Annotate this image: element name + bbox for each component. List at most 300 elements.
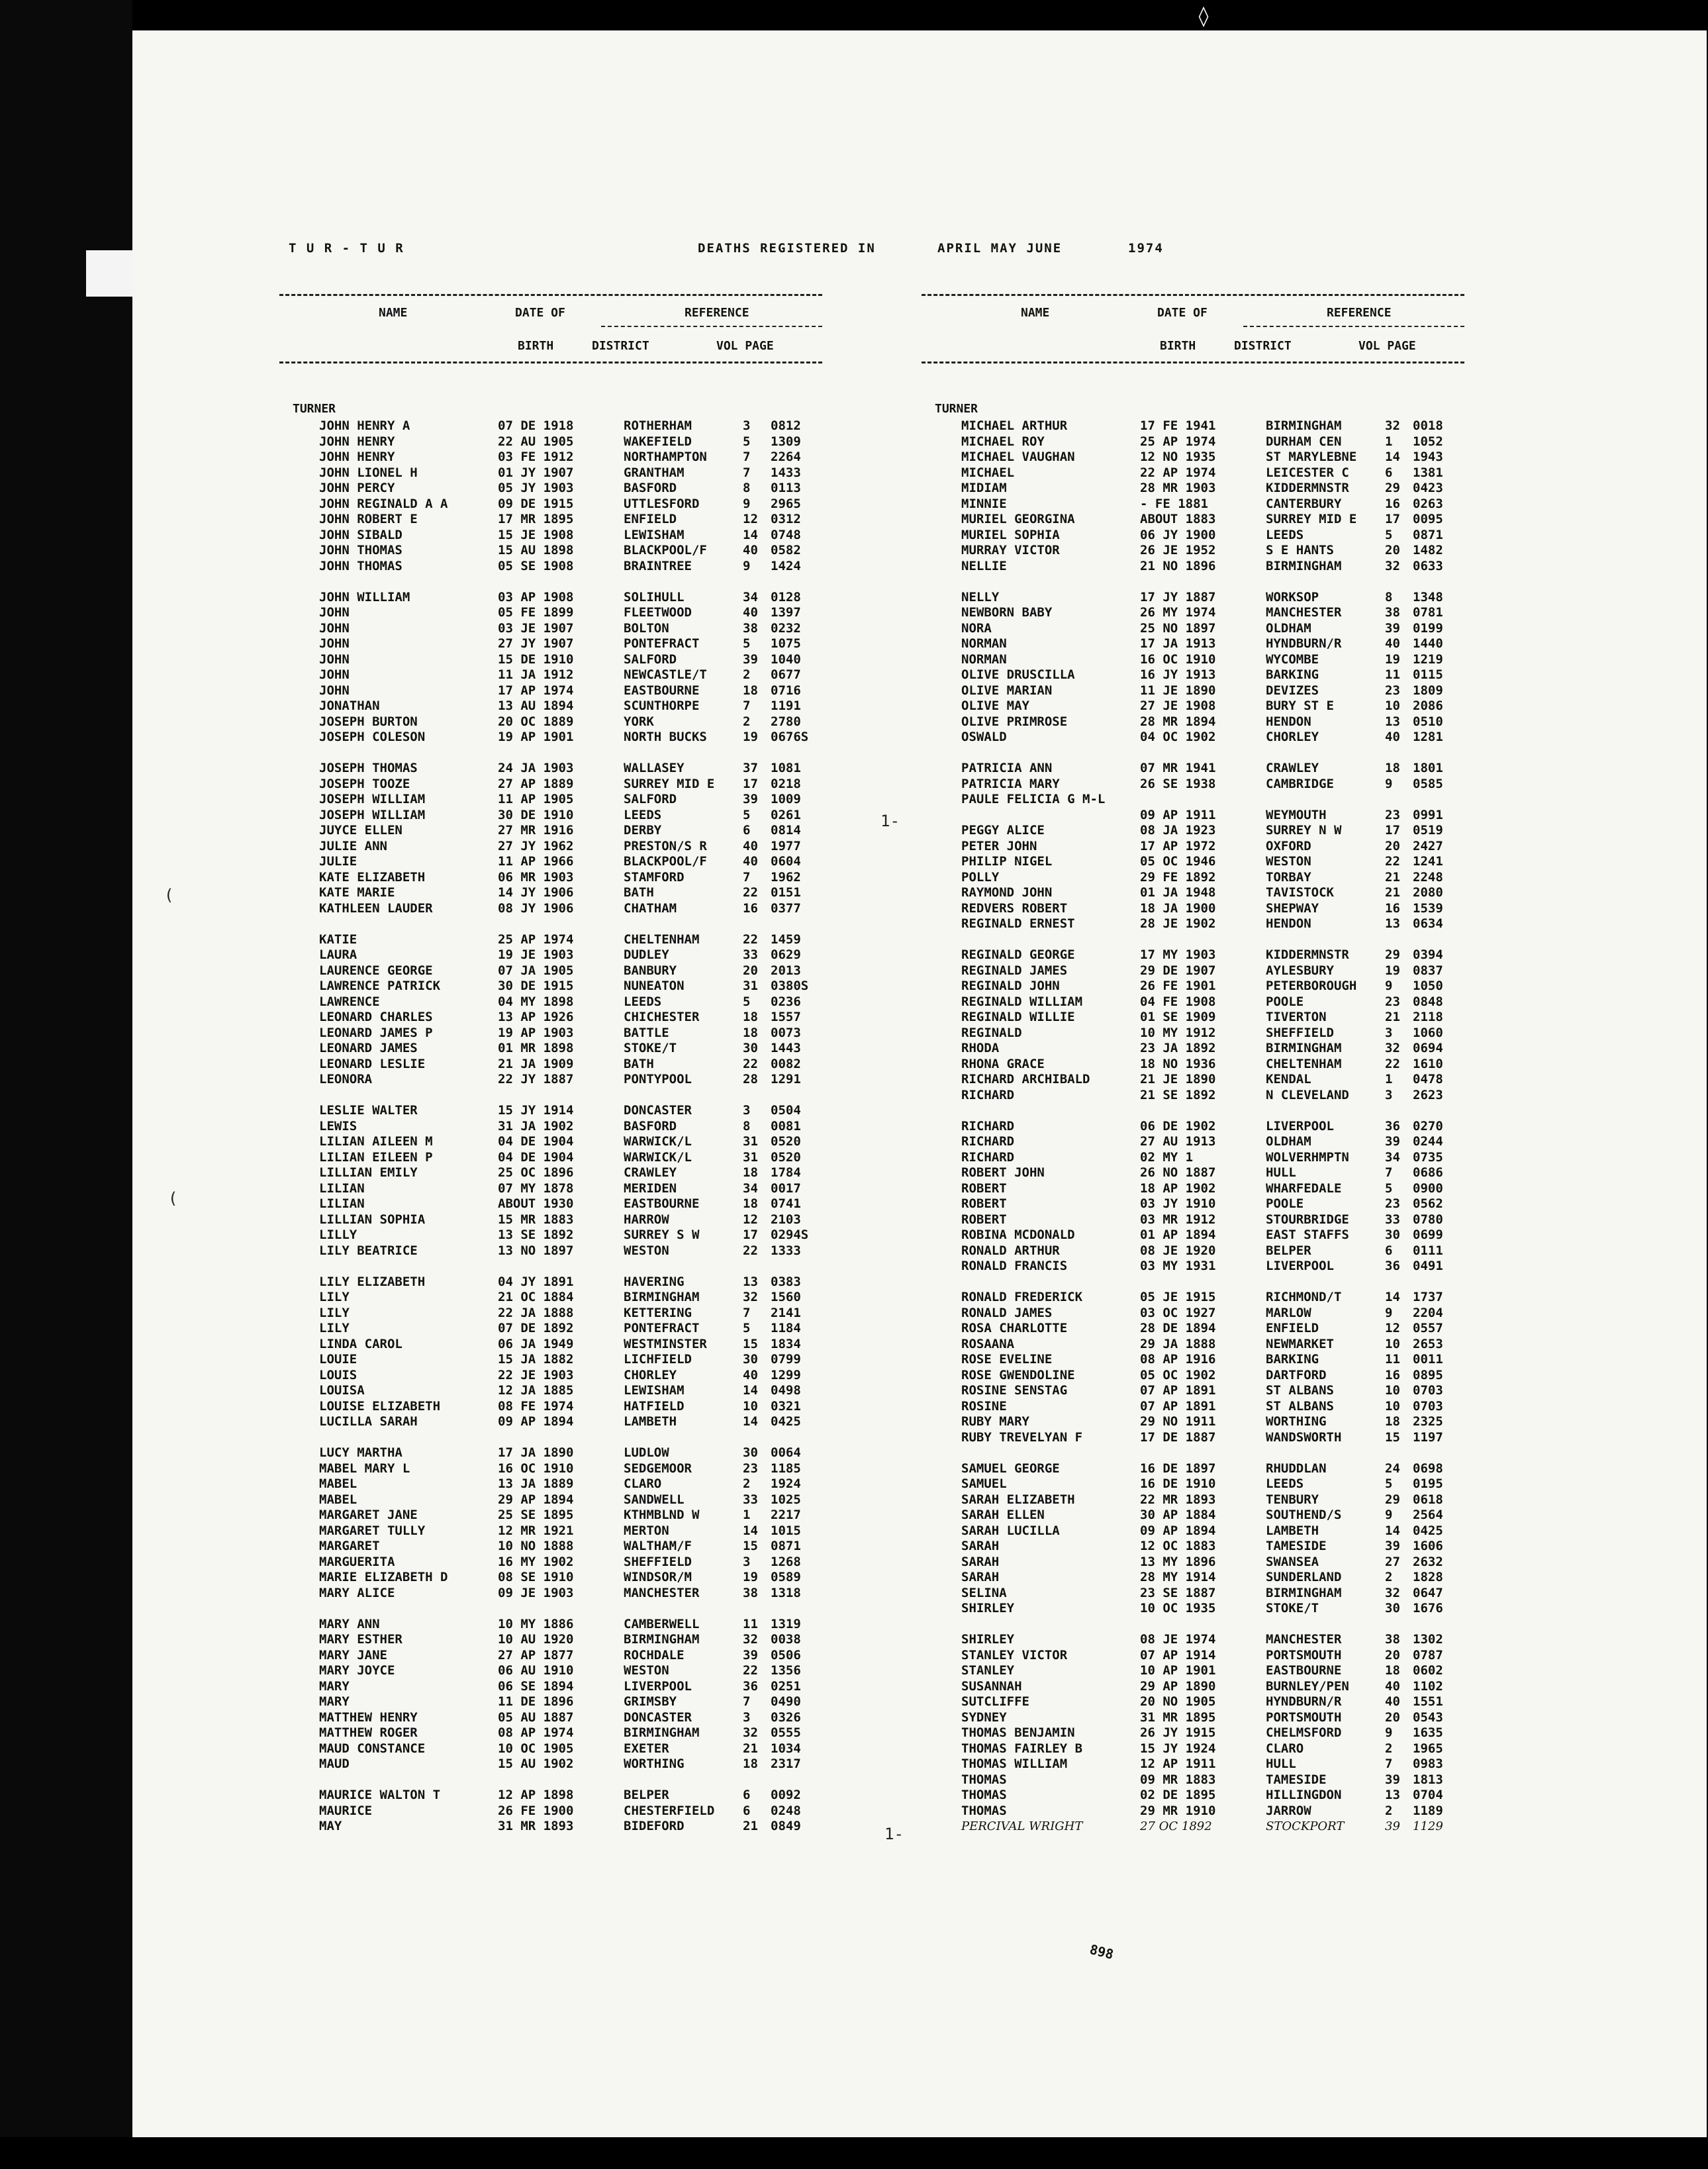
entry-page: 2317 [771, 1757, 801, 1771]
index-entry [922, 979, 1464, 994]
entry-spacer [279, 574, 822, 590]
entry-birth-date: 28 MR 1894 [1140, 714, 1216, 729]
entry-name: JOHN [319, 636, 350, 651]
entry-district: EXETER [624, 1741, 669, 1756]
entry-birth-date: 06 AU 1910 [498, 1663, 574, 1678]
entry-birth-date: 15 DE 1910 [498, 651, 574, 667]
entry-name: RICHARD [961, 1087, 1015, 1102]
entry-district: SURREY MID E [624, 776, 715, 791]
entry-page: 0018 [1413, 418, 1443, 433]
entry-name: ROSAANA [961, 1336, 1015, 1351]
index-entry [279, 1414, 822, 1430]
entry-volume: 31 [743, 979, 758, 993]
entry-name: REGINALD GEORGE [961, 947, 1075, 962]
entry-volume: 13 [1385, 714, 1400, 729]
entry-birth-date: 13 NO 1897 [498, 1243, 574, 1258]
entry-page: 0799 [771, 1352, 801, 1367]
entry-page: 0263 [1413, 496, 1443, 511]
entry-page: 0735 [1413, 1149, 1443, 1165]
entry-page: 0647 [1413, 1585, 1443, 1600]
entry-volume: 7 [743, 699, 751, 713]
entry-district: MANCHESTER [1266, 1632, 1342, 1647]
entry-page: 2965 [771, 496, 801, 511]
entry-name: MARGARET TULLY [319, 1523, 426, 1538]
index-entry [922, 636, 1464, 652]
entry-birth-date: 17 AP 1972 [1140, 838, 1216, 853]
index-entry [922, 1057, 1464, 1073]
index-entry [279, 590, 822, 606]
entry-district: SWANSEA [1266, 1554, 1319, 1569]
entry-birth-date: 01 MR 1898 [498, 1041, 574, 1055]
entry-page: 0251 [771, 1678, 801, 1694]
index-entry [922, 1150, 1464, 1166]
entry-district: BATH [624, 885, 654, 900]
entry-district: SOUTHEND/S [1266, 1508, 1342, 1522]
entry-volume: 39 [1385, 1134, 1400, 1149]
entry-district: MERIDEN [624, 1181, 677, 1196]
index-entry [922, 994, 1464, 1010]
entry-name: MARY [319, 1694, 350, 1709]
index-entry [922, 777, 1464, 793]
entry-district: MERTON [624, 1523, 669, 1538]
entry-name: OLIVE MAY [961, 699, 1029, 713]
index-entry [922, 699, 1464, 714]
index-entry [922, 1259, 1464, 1275]
entry-page: 0871 [1413, 527, 1443, 542]
entry-birth-date: 28 DE 1894 [1140, 1321, 1216, 1335]
entry-district: ENFIELD [1266, 1321, 1319, 1335]
entry-birth-date: 11 AP 1905 [498, 792, 574, 806]
entry-page: 0618 [1413, 1492, 1443, 1507]
entry-volume: 40 [743, 605, 758, 620]
entry-district: RICHMOND/T [1266, 1290, 1342, 1304]
entry-volume: 9 [1385, 1725, 1393, 1740]
entry-name: PERCIVAL WRIGHT [961, 1819, 1083, 1833]
entry-name: LEONARD LESLIE [319, 1056, 426, 1071]
index-entry [279, 512, 822, 528]
entry-district: BATH [624, 1056, 654, 1071]
entry-birth-date: 31 JA 1902 [498, 1118, 574, 1133]
entry-birth-date: 27 MR 1916 [498, 823, 574, 838]
entry-page: 1557 [771, 1010, 801, 1024]
entry-district: BURY ST E [1266, 699, 1334, 713]
entry-district: RHUDDLAN [1266, 1461, 1327, 1476]
entry-page: 0326 [771, 1710, 801, 1725]
entry-birth-date: 06 DE 1902 [1140, 1118, 1216, 1133]
entry-name: KATHLEEN LAUDER [319, 900, 433, 916]
entry-volume: 6 [743, 1788, 751, 1802]
entry-birth-date: 09 MR 1883 [1140, 1772, 1216, 1787]
index-entry [279, 1368, 822, 1384]
entry-birth-date: 17 JY 1887 [1140, 589, 1216, 604]
index-entry [279, 854, 822, 870]
index-entry [922, 1088, 1464, 1104]
entry-page: 2013 [771, 963, 801, 978]
index-entry [279, 1181, 822, 1197]
entry-name: LILIAN [319, 1181, 365, 1196]
entry-name: RONALD ARTHUR [961, 1243, 1060, 1258]
entry-volume: 20 [1385, 838, 1400, 853]
entry-district: WORKSOP [1266, 589, 1319, 604]
entry-volume: 32 [743, 1632, 758, 1647]
entry-district: WANDSWORTH [1266, 1429, 1342, 1445]
entry-page: 1809 [1413, 683, 1443, 698]
entry-page: 1965 [1413, 1741, 1443, 1756]
entry-district: TORBAY [1266, 869, 1311, 885]
entry-district: S E HANTS [1266, 543, 1334, 557]
entry-page: 0871 [771, 1539, 801, 1553]
entry-page: 2141 [771, 1305, 801, 1320]
index-entry [279, 1679, 822, 1695]
index-entry [922, 1710, 1464, 1726]
entry-volume: 7 [743, 869, 751, 885]
entry-name: LILY BEATRICE [319, 1243, 418, 1258]
entry-district: WESTMINSTER [624, 1336, 707, 1351]
entry-volume: 38 [1385, 1632, 1400, 1647]
entry-volume: 2 [743, 1476, 751, 1491]
margin-mark: ( [164, 886, 174, 904]
entry-district: CAMBRIDGE [1266, 776, 1334, 791]
entry-page: 1075 [771, 636, 801, 651]
index-entry [279, 1710, 822, 1726]
entry-page: 0491 [1413, 1259, 1443, 1273]
entry-district: PETERBOROUGH [1266, 979, 1357, 993]
entry-spacer [279, 1088, 822, 1104]
entry-volume: 34 [1385, 1149, 1400, 1165]
entry-page: 0380S [771, 979, 809, 993]
entry-volume: 15 [1385, 1429, 1400, 1445]
entry-page: 1962 [771, 869, 801, 885]
entry-name: MARGUERITA [319, 1554, 395, 1569]
entry-page: 0633 [1413, 558, 1443, 573]
entry-volume: 1 [1385, 1072, 1393, 1086]
vol-page-header: VOL PAGE [1358, 339, 1416, 353]
entry-volume: 18 [743, 1196, 758, 1211]
entry-volume: 14 [743, 1414, 758, 1429]
entry-birth-date: 01 AP 1894 [1140, 1228, 1216, 1242]
register-title: DEATHS REGISTERED IN [698, 241, 876, 256]
entry-volume: 19 [1385, 651, 1400, 667]
entry-district: BIRMINGHAM [1266, 1585, 1342, 1600]
entry-volume: 21 [1385, 1010, 1400, 1024]
entry-birth-date: 24 JA 1903 [498, 761, 574, 775]
index-entry [922, 1648, 1464, 1664]
index-entry [279, 761, 822, 777]
entry-page: 1635 [1413, 1725, 1443, 1740]
entry-birth-date: 08 JE 1920 [1140, 1243, 1216, 1258]
index-entry [279, 994, 822, 1010]
entry-birth-date: 26 MY 1974 [1140, 605, 1216, 620]
entry-page: 0895 [1413, 1367, 1443, 1382]
entry-volume: 13 [1385, 1788, 1400, 1802]
entry-name: SELINA [961, 1585, 1007, 1600]
entry-page: 2264 [771, 450, 801, 464]
entry-name: THOMAS [961, 1772, 1007, 1787]
entry-name: SARAH [961, 1554, 1000, 1569]
entry-district: CHICHESTER [624, 1010, 700, 1024]
entry-volume: 14 [743, 1523, 758, 1538]
entry-birth-date: 08 AP 1916 [1140, 1352, 1216, 1367]
entry-page: 0017 [771, 1181, 801, 1196]
entry-volume: 23 [1385, 1196, 1400, 1211]
entry-volume: 16 [743, 900, 758, 916]
entry-name: THOMAS [961, 1803, 1007, 1818]
margin-mark: ( [168, 1189, 178, 1208]
entry-district: BIRMINGHAM [624, 1725, 700, 1740]
name-header: NAME [379, 306, 408, 320]
page-number: 898 [1088, 1941, 1115, 1963]
index-entry [279, 621, 822, 637]
entry-birth-date: 03 AP 1908 [498, 589, 574, 604]
entry-name: THOMAS FAIRLEY B [961, 1741, 1083, 1756]
surname-heading: TURNER [935, 402, 978, 416]
entry-volume: 33 [1385, 1212, 1400, 1227]
entry-name: JOHN HENRY [319, 434, 395, 449]
entry-district: LIVERPOOL [624, 1678, 692, 1694]
entry-page: 1219 [1413, 651, 1443, 667]
entry-volume: 12 [1385, 1321, 1400, 1335]
entry-birth-date: 06 SE 1894 [498, 1678, 574, 1694]
entry-birth-date: 13 AU 1894 [498, 699, 574, 713]
entry-district: LEEDS [624, 807, 662, 822]
entry-district: CHORLEY [624, 1367, 677, 1382]
entry-district: ST ALBANS [1266, 1398, 1334, 1414]
entry-birth-date: 22 JY 1887 [498, 1072, 574, 1086]
entry-name: SAMUEL [961, 1476, 1007, 1491]
entry-birth-date: 07 MY 1878 [498, 1181, 574, 1196]
index-entry [279, 1804, 822, 1819]
entry-district: LEICESTER C [1266, 465, 1349, 480]
index-entry [279, 699, 822, 714]
index-entry [922, 590, 1464, 606]
entry-district: NORTH BUCKS [624, 730, 707, 744]
entry-birth-date: 12 AP 1898 [498, 1788, 574, 1802]
index-entry [279, 1337, 822, 1353]
index-entry [279, 1570, 822, 1586]
entry-birth-date: 06 JY 1900 [1140, 527, 1216, 542]
entry-volume: 11 [1385, 667, 1400, 682]
index-entry [279, 1445, 822, 1461]
entry-volume: 1 [743, 1508, 751, 1522]
entry-district: BASFORD [624, 481, 677, 495]
index-entry [922, 1586, 1464, 1602]
entry-name: LILY [319, 1305, 350, 1320]
entry-district: LUDLOW [624, 1445, 669, 1460]
entry-birth-date: 08 JY 1906 [498, 900, 574, 916]
entry-birth-date: 19 AP 1903 [498, 1025, 574, 1040]
entry-page: 0092 [771, 1788, 801, 1802]
index-entry [922, 1243, 1464, 1259]
reference-header: REFERENCE [685, 306, 749, 320]
entry-volume: 10 [1385, 1336, 1400, 1351]
index-entry [922, 901, 1464, 917]
entry-name: MATTHEW HENRY [319, 1710, 418, 1725]
entry-birth-date: 04 MY 1898 [498, 994, 574, 1009]
entry-volume: 11 [1385, 1352, 1400, 1367]
entry-name: SAMUEL GEORGE [961, 1461, 1060, 1476]
index-range-code: T U R - T U R [289, 241, 404, 256]
index-entry [922, 1741, 1464, 1757]
entry-birth-date: 16 DE 1910 [1140, 1476, 1216, 1491]
entry-volume: 21 [1385, 885, 1400, 900]
entry-district: CHORLEY [1266, 730, 1319, 744]
entry-district: BOLTON [624, 620, 669, 636]
entry-page: 1813 [1413, 1772, 1443, 1787]
entry-volume: 30 [1385, 1601, 1400, 1615]
entry-volume: 30 [743, 1352, 758, 1367]
entry-birth-date: 06 JA 1949 [498, 1336, 574, 1351]
entry-district: BATTLE [624, 1025, 669, 1040]
entry-district: HYNDBURN/R [1266, 636, 1342, 651]
entry-district: NORTHAMPTON [624, 450, 707, 464]
entry-page: 0686 [1413, 1165, 1443, 1180]
entry-district: PORTSMOUTH [1266, 1647, 1342, 1663]
index-entry [922, 1352, 1464, 1368]
entry-name: KATIE [319, 932, 357, 947]
entry-birth-date: 15 JY 1924 [1140, 1741, 1216, 1756]
entry-volume: 29 [1385, 481, 1400, 495]
entry-name: SARAH [961, 1570, 1000, 1584]
entry-volume: 7 [1385, 1757, 1393, 1771]
entry-name: JULIE ANN [319, 838, 387, 853]
entry-name: JOHN [319, 683, 350, 698]
name-header: NAME [1021, 306, 1050, 320]
index-entry [922, 621, 1464, 637]
entry-page: 0128 [771, 589, 801, 604]
entry-district: SANDWELL [624, 1492, 685, 1507]
entry-page: 0698 [1413, 1461, 1443, 1476]
entry-birth-date: 16 OC 1910 [498, 1461, 574, 1476]
date-of-header: DATE OF [515, 306, 565, 320]
entry-birth-date: 17 JA 1890 [498, 1445, 574, 1460]
entry-district: WESTON [624, 1663, 669, 1678]
entry-name: NORMAN [961, 636, 1007, 651]
entry-volume: 19 [743, 1570, 758, 1584]
entry-district: SCUNTHORPE [624, 699, 700, 713]
entry-name: PATRICIA MARY [961, 776, 1060, 791]
entry-volume: 7 [743, 465, 751, 480]
entry-page: 0244 [1413, 1134, 1443, 1149]
entry-name: REGINALD [961, 1025, 1022, 1040]
entry-district: SEDGEMOOR [624, 1461, 692, 1476]
entry-page: 2325 [1413, 1414, 1443, 1429]
index-entry [922, 497, 1464, 512]
entry-birth-date: 27 AP 1889 [498, 776, 574, 791]
surname-heading: TURNER [293, 402, 336, 416]
entry-birth-date: 10 AU 1920 [498, 1632, 574, 1647]
entry-district: PONTEFRACT [624, 1321, 700, 1335]
entry-volume: 30 [743, 1041, 758, 1055]
entry-volume: 16 [1385, 496, 1400, 511]
entry-district: HYNDBURN/R [1266, 1694, 1342, 1709]
entry-name: MARGARET JANE [319, 1508, 418, 1522]
entry-volume: 38 [743, 620, 758, 636]
right-column-header [922, 294, 1464, 372]
entry-birth-date: 21 OC 1884 [498, 1290, 574, 1304]
entry-page: 1189 [1413, 1803, 1443, 1818]
index-entry [279, 1212, 822, 1228]
entry-birth-date: 25 NO 1897 [1140, 620, 1216, 636]
entry-birth-date: 05 JY 1903 [498, 481, 574, 495]
entry-name: REGINALD WILLIE [961, 1010, 1075, 1024]
entry-name: MAURICE WALTON T [319, 1788, 441, 1802]
entry-volume: 9 [1385, 776, 1393, 791]
index-entry [279, 605, 822, 621]
entry-birth-date: 17 AP 1974 [498, 683, 574, 698]
index-entry [279, 808, 822, 824]
entry-page: 0506 [771, 1647, 801, 1663]
entry-volume: 9 [1385, 1508, 1393, 1522]
entry-name: MARIE ELIZABETH D [319, 1570, 448, 1584]
entry-birth-date: 14 JY 1906 [498, 885, 574, 900]
entry-birth-date: 15 MR 1883 [498, 1212, 574, 1227]
entry-birth-date: 25 OC 1896 [498, 1165, 574, 1180]
entry-district: YORK [624, 714, 654, 729]
entry-district: OLDHAM [1266, 1134, 1311, 1149]
entry-name: RICHARD [961, 1134, 1015, 1149]
entry-name: JOHN [319, 605, 350, 620]
entry-name: LUCY MARTHA [319, 1445, 403, 1460]
entry-name: SARAH [961, 1539, 1000, 1553]
entry-birth-date: 16 JY 1913 [1140, 667, 1216, 682]
entry-district: LIVERPOOL [1266, 1118, 1334, 1133]
entry-page: 0218 [771, 776, 801, 791]
entry-name: RONALD FREDERICK [961, 1290, 1083, 1304]
entry-district: BANBURY [624, 963, 677, 978]
entry-name: LEONARD JAMES P [319, 1025, 433, 1040]
entry-name: PAULE FELICIA G M-L [961, 792, 1106, 806]
entry-district: STOCKPORT [1266, 1819, 1345, 1833]
entry-district: TAVISTOCK [1266, 885, 1334, 900]
entry-volume: 6 [1385, 465, 1393, 480]
index-entry [922, 1772, 1464, 1788]
entry-volume: 14 [743, 1383, 758, 1398]
entry-volume: 27 [1385, 1554, 1400, 1569]
index-entry [922, 1694, 1464, 1710]
entry-district: WARWICK/L [624, 1149, 692, 1165]
entry-page: 1459 [771, 932, 801, 947]
entry-name: RUBY MARY [961, 1414, 1029, 1429]
entry-birth-date: 08 FE 1974 [498, 1398, 574, 1414]
entry-volume: 7 [743, 1305, 751, 1320]
entry-district: N CLEVELAND [1266, 1087, 1349, 1102]
entry-birth-date: ABOUT 1930 [498, 1196, 574, 1211]
entry-page: 1060 [1413, 1025, 1443, 1040]
index-entry [922, 481, 1464, 497]
entry-birth-date: 10 MY 1886 [498, 1616, 574, 1631]
entry-birth-date: 18 AP 1902 [1140, 1181, 1216, 1196]
index-entry [279, 1819, 822, 1835]
register-months: APRIL MAY JUNE [937, 241, 1063, 256]
entry-birth-date: 08 AP 1974 [498, 1725, 574, 1740]
entry-page: 0490 [771, 1694, 801, 1709]
district-header: DISTRICT [592, 339, 649, 353]
entry-birth-date: 13 SE 1892 [498, 1228, 574, 1242]
entry-page: 0983 [1413, 1757, 1443, 1771]
index-entry [922, 885, 1464, 901]
entry-page: 0741 [771, 1196, 801, 1211]
entry-page: 0498 [771, 1383, 801, 1398]
entry-volume: 5 [743, 434, 751, 449]
entry-district: SURREY N W [1266, 823, 1342, 838]
entry-volume: 28 [743, 1072, 758, 1086]
left-column-header [279, 294, 822, 372]
entry-district: CHELMSFORD [1266, 1725, 1342, 1740]
entry-name: JOHN THOMAS [319, 558, 403, 573]
entry-page: 0703 [1413, 1398, 1443, 1414]
entry-spacer [922, 1275, 1464, 1290]
entry-name: JOHN ROBERT E [319, 512, 418, 526]
